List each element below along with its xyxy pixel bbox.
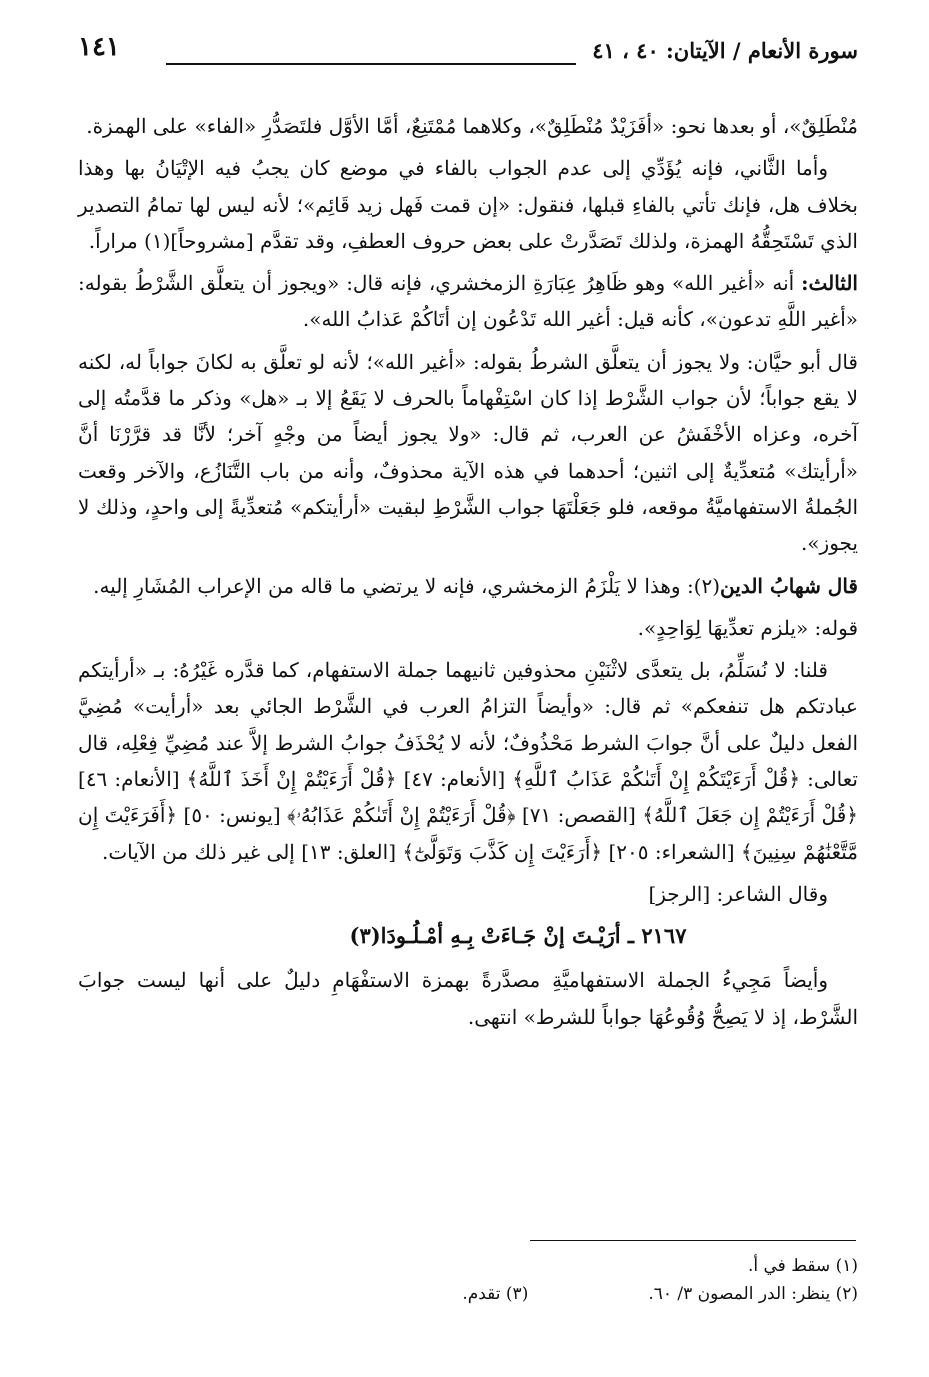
paragraph-1: مُنْطَلِقٌ»، أو بعدها نحو: «أفَزَيْدٌ مُنْطَلِقٌ»، وكلاهما مُمْتَنِعٌ، أمَّا الأوَّل فلتَصَدُّرِ «الفاء» على الهمزة. bbox=[86, 114, 858, 138]
footnote-3: (٣) تقدم. bbox=[462, 1284, 529, 1304]
shihab-label: قال شهابُ الدين bbox=[720, 573, 858, 598]
poetry-verse: ٢١٦٧ ـ أرَيْـتَ إنْ جَـاءَتْ بِـهِ أمْـلُـودَا(٣) bbox=[349, 923, 687, 949]
paragraph-4: قال أبو حيَّان: ولا يجوز أن يتعلَّق الشرطُ بقوله: «أغير الله»؛ لأنه لو تعلَّق به لكانَ جواباً له، لكنه لا يقع جواباً؛ لأن جواب الشَّرْط إذا كان اسْتِفْهاماً بالحرف لا يَقَعُ إلا بـ «هل» وذكر ما قدَّمتُه إلى آخره، وعزاه الأخْفَشُ عن العرب، ثم قال: «ولا يجوز أيضاً من وجْهٍ آخر؛ لأنَّا قد قرَّرْنَا أنَّ «أرأيتك» مُتعدِّيةٌ إلى اثنين؛ أحدهما في هذه الآية محذوفٌ، وأنه من باب التَّنَازُع، والآخر وقعت الجُملةُ الاستفهاميَّةُ موقعه، فلو جَعَلْتَهَا جواب الشَّرْطِ لبقيت «أرأيتكم» مُتعدِّيةً إلى واحدٍ، وذلك لا يجوز». bbox=[78, 349, 858, 556]
paragraph-9: وأيضاً مَجِيءُ الجملة الاستفهاميَّةِ مصدَّرةً بهمزة الاستفْهَامِ دليلٌ على أنها ليست جوابَ الشَّرْط، إذ لا يَصِحُّ وُقُوعُهَا جواباً للشرط» انتهى. bbox=[78, 968, 858, 1029]
footnote-2: (٢) ينظر: الدر المصون ٣/ ٦٠. bbox=[648, 1284, 858, 1304]
footnote-row-1 bbox=[78, 1252, 858, 1280]
header-rule bbox=[166, 63, 576, 65]
paragraph-7: قلنا: لا نُسَلِّمُ، بل يتعدَّى لاثْنَيْنِ محذوفين ثانيهما جملة الاستفهام، كما قدَّره غَيْرُهُ: بـ «أرأيتكم عبادتكم هل تنفعكم» ثم قال: «وأيضاً التزامُ العرب في الشَّرْط الجائي بعد «أرأيت» مُضِيَّ الفعل دليلٌ على أنَّ جوابَ الشرط مَحْذُوفٌ؛ لأنه لا يُحْذَفُ جوابُ الشرط إلاَّ عند مُضِيِّ فِعْلِه، قال تعالى: ﴿قُلْ أَرَءَيْتَكُمْ إِنْ أَتَىٰكُمْ عَذَابُ ٱللَّهِ﴾ [الأنعام: ٤٧] ﴿قُلْ أَرَءَيْتُمْ إِنْ أَخَذَ ٱللَّهُ﴾ [الأنعام: ٤٦] ﴿قُلْ أَرَءَيْتُمْ إِن جَعَلَ ٱللَّهُ﴾ [القصص: ٧١] ﴿قُلْ أَرَءَيْتُمْ إِنْ أَتَىٰكُمْ عَذَابُهُۥ﴾ [يونس: ٥٠] ﴿أَفَرَءَيْتَ إِن مَّتَّعْنَٰهُمْ سِنِينَ﴾ [الشعراء: ٢٠٥] ﴿أَرَءَيْتَ إِن كَذَّبَ وَتَوَلَّىٰٓ﴾ [العلق: ١٣] إلى غير ذلك من الآيات. bbox=[78, 658, 858, 864]
running-header bbox=[78, 32, 858, 72]
paragraph-5 bbox=[78, 568, 858, 604]
page-number: ١٤١ bbox=[78, 32, 120, 62]
paragraph-3-text: أنه «أغير الله» وهو ظَاهِرُ عِبَارَةِ الزمخشري، فإنه قال: «ويجوز أن يتعلَّق الشَّرْطُ بقوله: «أغير اللَّهِ تدعون»، كأنه قيل: أغير الله تَدْعُون إن أتَاكُمْ عَذابُ الله». bbox=[78, 271, 858, 332]
paragraph-3 bbox=[78, 265, 858, 338]
footnote-row-2 bbox=[78, 1280, 858, 1308]
main-text bbox=[78, 108, 858, 1041]
paragraph-8: وقال الشاعر: [الرجز] bbox=[648, 881, 828, 906]
paragraph-2: وأما الثَّاني، فإنه يُؤَدِّي إلى عدم الجواب بالفاء في موضع كان يجبُ فيه الإتْيَانُ بها وهذا بخلاف هل، فإنك تأتي بالفاءِ قبلها، فنقول: «إن قمت فَهل زيد قَائِم»؛ لأنه ليس لها تمامُ التصدير الذي تَسْتَحِقُّهُ الهمزة، ولذلك تَصَدَّرتْ على بعض حروف العطفِ، وقد تقدَّم [مشروحاً](١) مراراً. bbox=[78, 156, 858, 253]
paragraph-6: قوله: «يلزم تعدِّيهَا لِوَاحِدٍ». bbox=[637, 615, 858, 640]
surah-title: سورة الأنعام / الآيتان: ٤٠ ، ٤١ bbox=[592, 38, 858, 63]
paragraph-5-text: (٢): وهذا لا يَلْزَمُ الزمخشري، فإنه لا يرتضي ما قاله من الإعراب المُشَارِ إليه. bbox=[93, 573, 721, 598]
footnotes bbox=[78, 1252, 858, 1308]
third-point-label: الثالث: bbox=[801, 271, 858, 296]
footnote-1: (١) سقط في أ. bbox=[747, 1256, 858, 1276]
footnote-separator bbox=[530, 1240, 856, 1241]
